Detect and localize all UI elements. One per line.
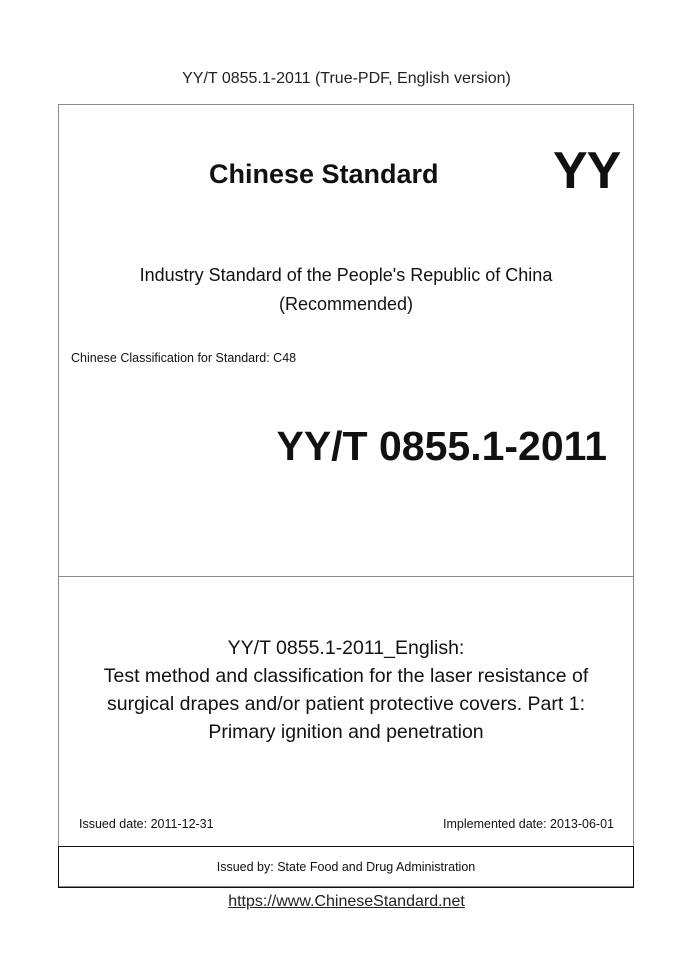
cover-heading: Chinese Standard — [209, 159, 439, 189]
standard-description — [59, 634, 633, 746]
footer-link-container — [0, 893, 693, 911]
description-line-2: Test method and classification for the laser resistance of — [103, 665, 589, 687]
standard-number: YY/T 0855.1-2011 — [276, 423, 607, 469]
industry-statement — [59, 261, 633, 319]
website-link[interactable]: https://www.ChineseStandard.net — [228, 893, 465, 910]
issued-date: Issued date: 2011-12-31 — [79, 817, 214, 831]
description-line-4: Primary ignition and penetration — [208, 721, 484, 743]
description-line-1: YY/T 0855.1-2011_English: — [227, 637, 465, 659]
issuer-bar: Issued by: State Food and Drug Administration — [58, 846, 634, 888]
standard-code-prefix: YY — [553, 142, 621, 200]
document-header: YY/T 0855.1-2011 (True-PDF, English version) — [182, 70, 511, 87]
description-line-3: surgical drapes and/or patient protective covers. Part 1: — [107, 693, 585, 715]
cover-frame — [58, 104, 634, 887]
classification-code: Chinese Classification for Standard: C48 — [71, 351, 297, 365]
industry-line-2: (Recommended) — [278, 294, 414, 314]
implemented-date: Implemented date: 2013-06-01 — [443, 817, 614, 831]
cover-top-panel — [59, 105, 633, 577]
cover-bottom-panel — [59, 577, 633, 846]
industry-line-1: Industry Standard of the People's Republic of China — [139, 265, 553, 285]
